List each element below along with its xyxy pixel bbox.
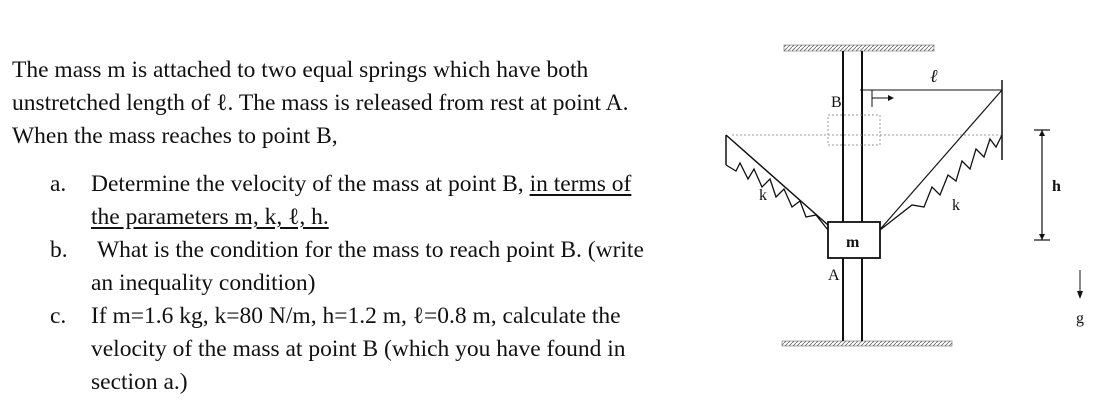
label-g: g	[1076, 310, 1084, 327]
part-marker: b.	[50, 237, 68, 263]
part-line: an inequality condition)	[91, 270, 316, 296]
part-a	[12, 168, 712, 234]
label-a: A	[828, 267, 840, 284]
ceiling	[784, 45, 934, 51]
part-c	[12, 300, 712, 399]
part-line: If m=1.6 kg, k=80 N/m, h=1.2 m, ℓ=0.8 m, calculate the	[91, 303, 621, 329]
label-m: m	[846, 234, 860, 251]
l-arrow	[888, 95, 894, 101]
part-line	[91, 168, 712, 201]
underlined-text: the parameters m, k, ℓ, h.	[91, 204, 329, 230]
intro-line: When the mass reaches to point B,	[12, 123, 338, 149]
g-arrow-head	[1077, 291, 1083, 299]
right-spring	[880, 135, 1002, 230]
label-k-right: k	[952, 197, 960, 214]
underlined-text: in terms of	[529, 171, 632, 197]
intro-line: unstretched length of ℓ. The mass is released from rest at point A.	[12, 90, 629, 116]
part-marker: a.	[50, 171, 67, 197]
problem-parts	[12, 168, 712, 399]
left-arm	[726, 135, 828, 225]
part-line: section a.)	[91, 369, 188, 395]
mass-at-b	[828, 115, 880, 145]
problem-text	[12, 54, 712, 399]
part-line: velocity of the mass at point B (which you have found in	[91, 336, 626, 362]
part-text: Determine the velocity of the mass at point B,	[91, 171, 530, 197]
right-arm	[862, 90, 1002, 250]
intro-line: The mass m is attached to two equal springs which have both	[12, 57, 589, 83]
label-l: ℓ	[930, 66, 938, 86]
h-arrow-bottom	[1039, 234, 1045, 240]
label-b: B	[831, 94, 842, 111]
left-spring	[726, 163, 828, 230]
label-k-left: k	[759, 187, 767, 204]
label-h: h	[1052, 178, 1061, 195]
part-marker: c.	[50, 303, 67, 329]
floor	[782, 341, 952, 346]
problem-intro	[12, 54, 712, 153]
part-b	[12, 234, 712, 300]
part-line: What is the condition for the mass to reach point B. (write	[97, 237, 644, 263]
h-arrow-top	[1039, 130, 1045, 136]
spring-mass-figure	[712, 35, 1093, 375]
